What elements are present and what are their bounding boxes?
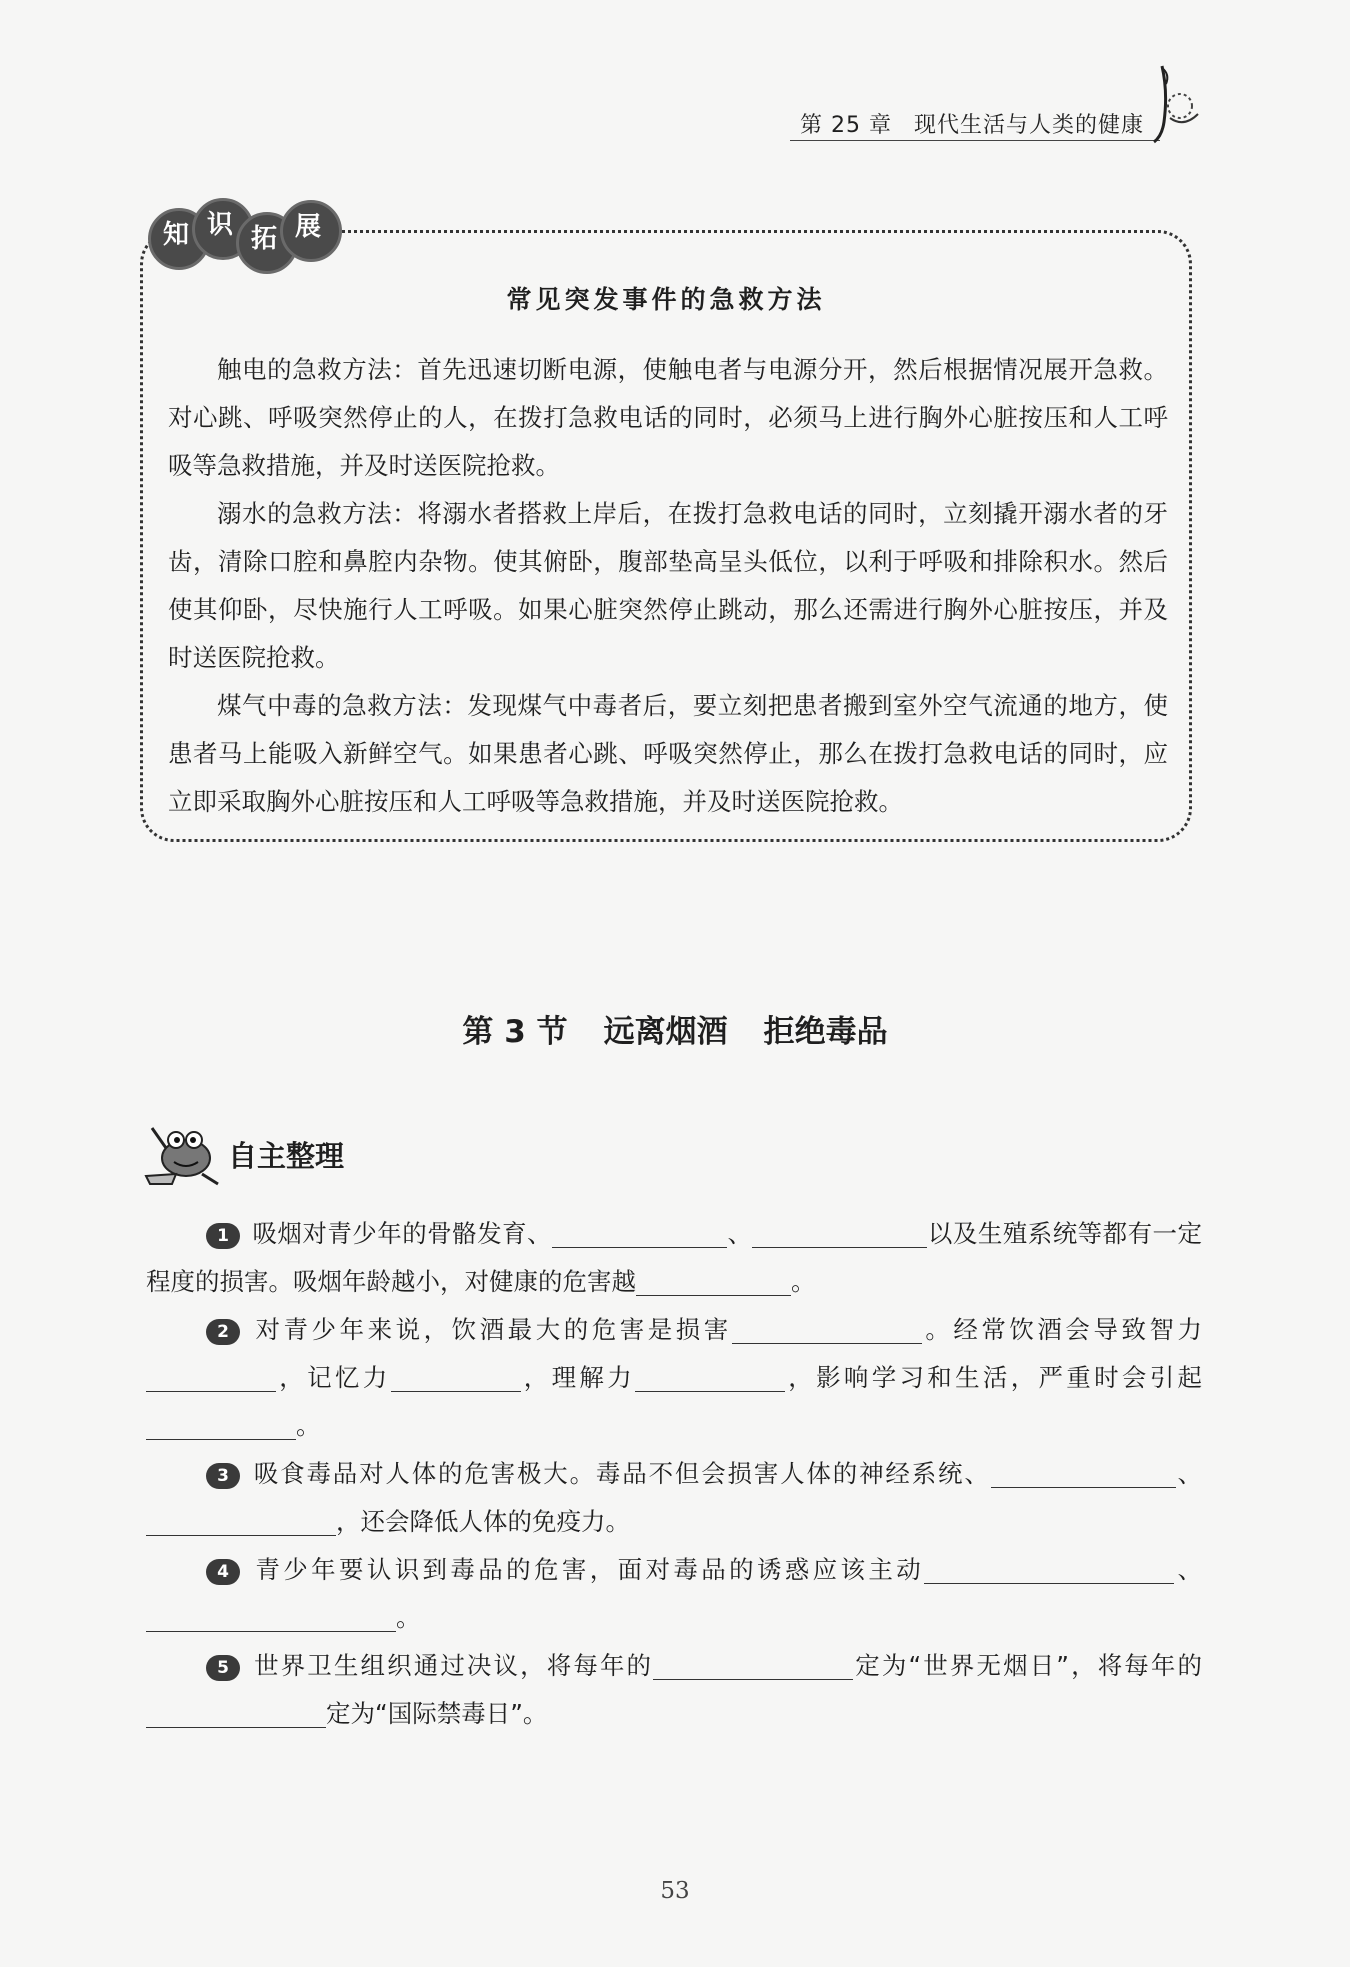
knowledge-box-title: 常见突发事件的急救方法 — [506, 285, 826, 314]
section-heading — [0, 1006, 1350, 1051]
section-title-part: 远离烟酒 — [603, 1014, 728, 1050]
answer-blank[interactable] — [635, 1361, 785, 1392]
badge-char: 识 — [206, 210, 233, 240]
badge-char: 拓 — [250, 224, 277, 254]
section-number: 第 3 节 — [462, 1014, 568, 1050]
chapter-number: 第 25 章 — [800, 113, 892, 138]
answer-blank[interactable] — [146, 1505, 336, 1536]
answer-blank[interactable] — [146, 1409, 296, 1440]
answer-blank[interactable] — [146, 1601, 396, 1632]
question-number-badge: 5 — [206, 1655, 240, 1681]
answer-blank[interactable] — [552, 1217, 727, 1248]
self-study-title: 自主整理 — [228, 1139, 345, 1173]
first-aid-paragraph: 煤气中毒的急救方法：发现煤气中毒者后，要立刻把患者搬到室外空气流通的地方，使患者马上能吸入新鲜空气。如果患者心跳、呼吸突然停止，那么在拨打急救电话的同时，应立即采取胸外心脏按压和人工呼吸等急救措施，并及时送医院抢救。 — [168, 691, 1168, 816]
frog-mascot-icon — [142, 1118, 224, 1190]
question-item: 3 吸食毒品对人体的危害极大。毒品不但会损害人体的神经系统、 、，还会降低人体的免疫力。 — [146, 1450, 1202, 1546]
quill-ornament-icon — [1140, 62, 1204, 146]
question-item: 5 世界卫生组织通过决议，将每年的 定为“世界无烟日”，将每年的定为“国际禁毒日”。 — [146, 1642, 1202, 1738]
answer-blank[interactable] — [732, 1313, 922, 1344]
first-aid-paragraph: 触电的急救方法：首先迅速切断电源，使触电者与电源分开，然后根据情况展开急救。对心跳、呼吸突然停止的人，在拨打急救电话的同时，必须马上进行胸外心脏按压和人工呼吸等急救措施，并及时送医院抢救。 — [168, 355, 1168, 480]
answer-blank[interactable] — [991, 1457, 1176, 1488]
answer-blank[interactable] — [146, 1697, 326, 1728]
question-number-badge: 4 — [206, 1559, 240, 1585]
question-number-badge: 1 — [206, 1223, 240, 1249]
knowledge-box-body — [168, 346, 1168, 826]
question-item: 2 对青少年来说，饮酒最大的危害是损害 。经常饮酒会导致智力，记忆力 ，理解力 ，影响学习和生活，严重时会引起。 — [146, 1306, 1202, 1450]
answer-blank[interactable] — [391, 1361, 521, 1392]
badge-char: 知 — [162, 220, 189, 250]
section-title-part: 拒绝毒品 — [763, 1014, 888, 1050]
page-number: 53 — [660, 1878, 690, 1904]
question-item: 1 吸烟对青少年的骨骼发育、 、 以及生殖系统等都有一定程度的损害。吸烟年龄越小，对健康的危害越 。 — [146, 1219, 1203, 1296]
answer-blank[interactable] — [146, 1361, 276, 1392]
answer-blank[interactable] — [752, 1217, 927, 1248]
first-aid-paragraph: 溺水的急救方法：将溺水者搭救上岸后，在拨打急救电话的同时，立刻撬开溺水者的牙齿，清除口腔和鼻腔内杂物。使其俯卧，腹部垫高呈头低位，以利于呼吸和排除积水。然后使其仰卧，尽快施行人工呼吸。如果心脏突然停止跳动，那么还需进行胸外心脏按压，并及时送医院抢救。 — [168, 499, 1168, 672]
answer-blank[interactable] — [924, 1553, 1174, 1584]
answer-blank[interactable] — [653, 1649, 853, 1680]
knowledge-expansion-badge — [148, 190, 348, 270]
chapter-title: 现代生活与人类的健康 — [913, 113, 1144, 138]
question-number-badge: 2 — [206, 1319, 240, 1345]
question-number-badge: 3 — [206, 1463, 240, 1489]
self-study-questions — [146, 1210, 1202, 1738]
badge-char: 展 — [294, 212, 321, 242]
header-rule — [790, 140, 1160, 141]
question-item: 4 青少年要认识到毒品的危害，面对毒品的诱惑应该主动 、。 — [146, 1546, 1202, 1642]
answer-blank[interactable] — [636, 1265, 791, 1296]
